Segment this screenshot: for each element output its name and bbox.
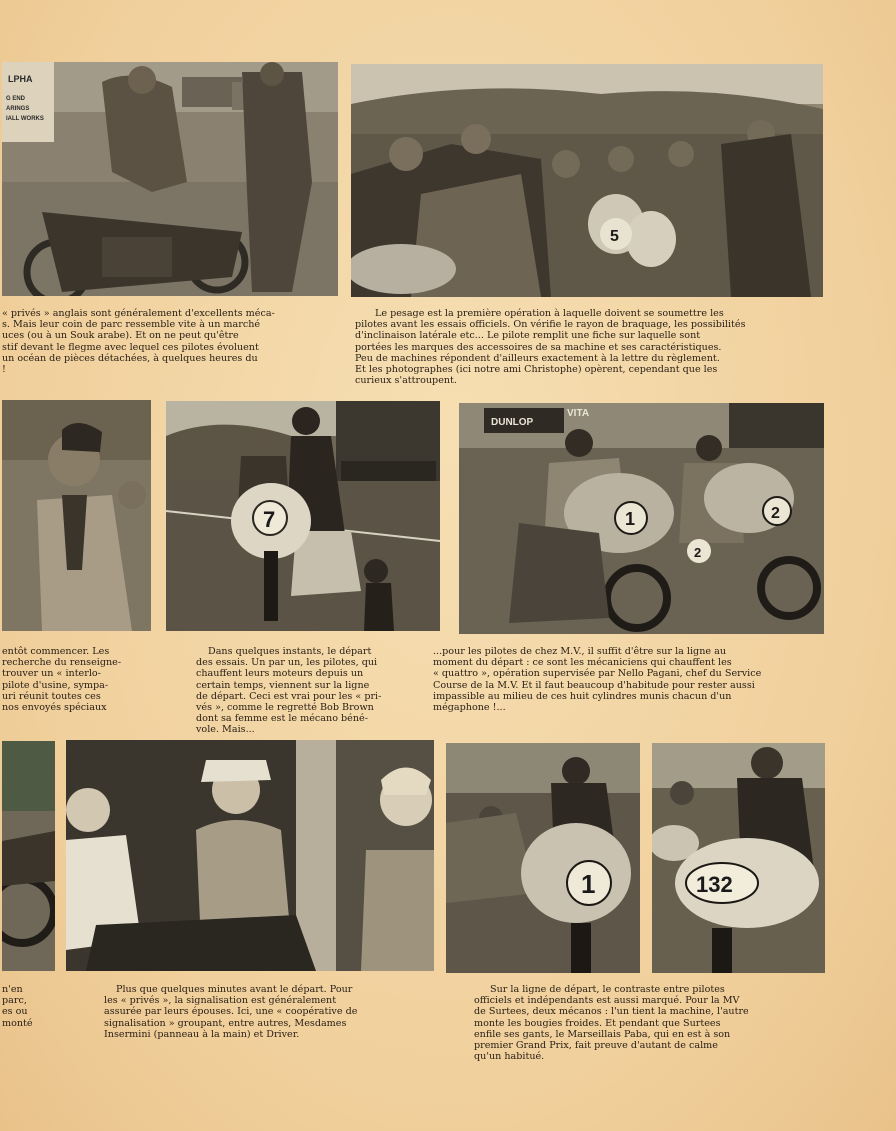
bike-number-2b: 2 [694,545,702,560]
photo-rider-number-7 [166,401,440,631]
photo-wheel-crop [2,741,55,971]
photo-paba-number-132 [652,743,825,973]
sign-text-sub1: G END [6,96,26,102]
sign-text-sub2: ARINGS [6,106,30,112]
photo-surtees-number-1 [446,743,640,973]
banner-dunlop: DUNLOP [491,417,534,428]
caption-starting-line: Sur la ligne de départ, le contraste entre pilotes officiels et indépendants est aussi marqué. Pour la MV de Surtees, deux mécanos : l'un tient la machine, l'autre monte les bougies froides. Et pendant que Surtees enfile ses gants, le Marseillais Paba, qui en est à son premier Grand Prix, fait preuve d'autant de calme qu'un habitué. [474,984,749,1063]
bike-number-1: 1 [625,509,636,529]
caption-privateers-paddock: « privés » anglais sont généralement d'excellents méca- s. Mais leur coin de parc ressemble vite à un marché uces (ou à un Souk arabe). Et on ne peut qu'être stif devant le flegme avec lequel ces pilotes évoluent un océan de pièces détachées, à quelques heures du ! [2,308,275,376]
caption-interlocutor: entôt commencer. Les recherche du renseigne- trouver un « interlo- pilote d'usine, sympa- uri réunit toutes ces nos envoyés spéciaux [2,646,122,714]
bike-number-7: 7 [263,507,276,532]
sign-text-main: LPHA [8,74,33,84]
photo-weighing-crowd [351,64,823,297]
photo-paddock-mechanics [2,62,338,296]
bike-number-1-surtees: 1 [581,869,596,899]
caption-fragment-left: n'en parc, es ou monté [2,984,33,1029]
caption-mv-riders: ...pour les pilotes de chez M.V., il suffit d'être sur la ligne au moment du départ : ce sont les mécaniciens qui chauffent les « quattro », opération supervisée par Nello Pagani, chef du Service Course de la M.V. Et il faut beaucoup d'habitude pour rester aussi impassible au milieu de ces huit cylindres munis chacun d'un mégaphone !... [433,646,762,714]
caption-signalling: Plus que quelques minutes avant le départ. Pour les « privés », la signalisation est généralement assurée par leurs épouses. Ici, une « coopérative de signalisation » groupant, entre autres, Mesdames Insermini (panneau à la main) et Driver. [104,984,358,1040]
banner-vita: VITA [567,408,590,419]
photo-mv-mechanics [459,403,824,634]
bike-number-5: 5 [610,228,619,245]
bike-number-2a: 2 [771,505,780,522]
photo-signalling-wives [66,740,434,971]
bike-number-132: 132 [696,872,733,897]
caption-weighing: Le pesage est la première opération à laquelle doivent se soumettre les pilotes avant les essais officiels. On vérifie le rayon de braquage, les possibilités d'inclinaison latérale etc... Le pilote remplit une fiche sur laquelle sont portées les marques des accessoires de sa machine et ses caractéristiques. Peu de machines répondent d'ailleurs exactement à la lettre du règlement. Et les photographes (ici notre ami Christophe) opèrent, cependant que les curieux s'attroupent. [355,308,746,387]
sign-text-sub3: IALL WORKS [6,116,44,122]
photo-man-in-jacket [2,400,151,631]
caption-warming-engines: Dans quelques instants, le départ des essais. Un par un, les pilotes, qui chauffent leurs moteurs depuis un certain temps, viennent sur la ligne de départ. Ceci est vrai pour les « pri- vés », comme le regretté Bob Brown dont sa femme est le mécano béné- vole. Mais... [196,646,382,736]
